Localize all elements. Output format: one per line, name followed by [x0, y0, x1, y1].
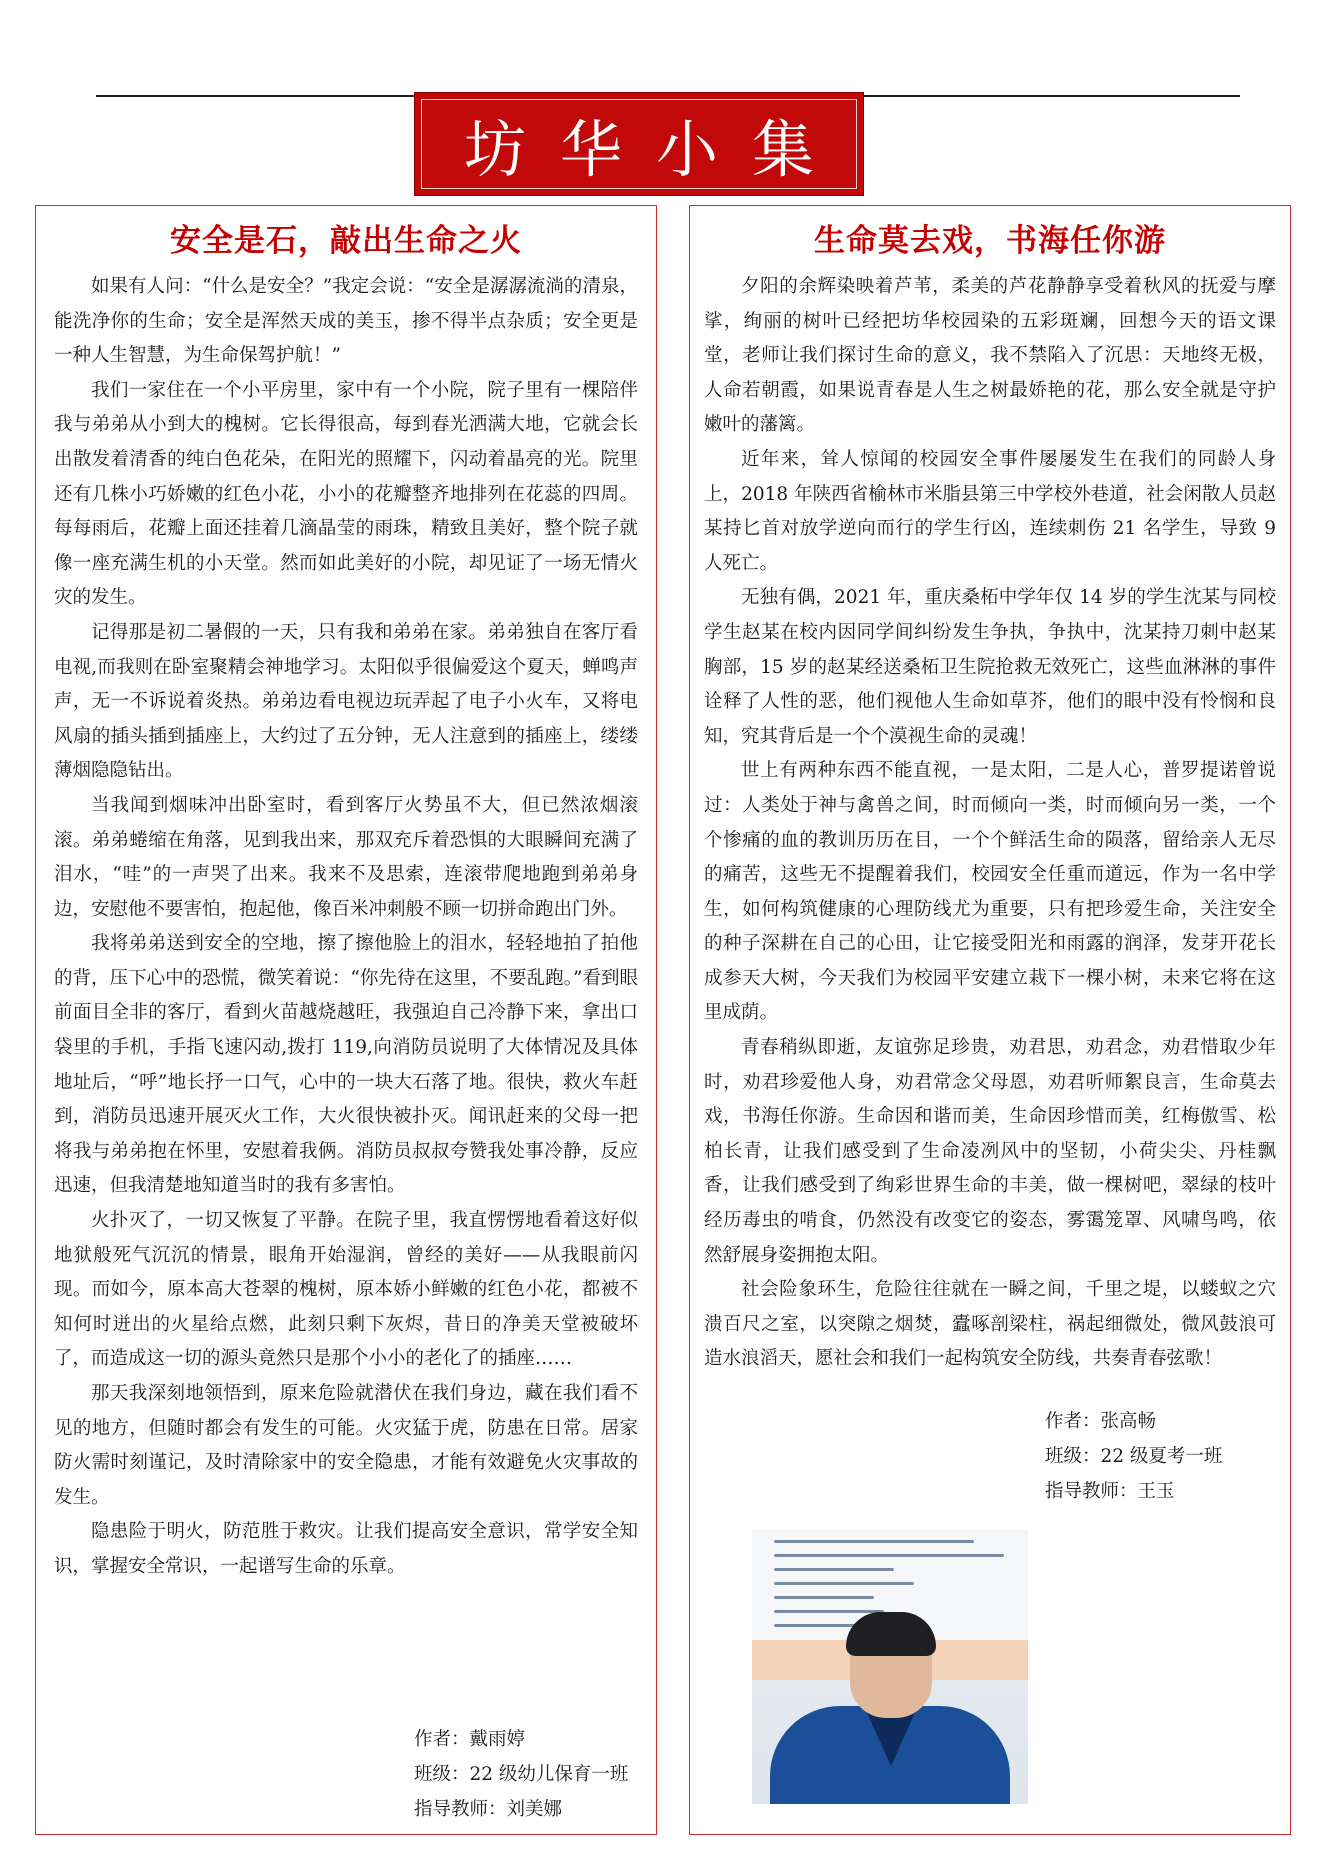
masthead-banner	[414, 92, 864, 196]
left-article-byline	[414, 1722, 628, 1827]
left-article	[35, 205, 657, 1835]
paragraph: 我将弟弟送到安全的空地，擦了擦他脸上的泪水，轻轻地拍了拍他的背，压下心中的恐慌，微笑着说：“你先待在这里，不要乱跑。”看到眼前面目全非的客厅，看到火苗越烧越旺，我强迫自己冷静下来，拿出口袋里的手机，手指飞速闪动,拨打 119,向消防员说明了大体情况及具体地址后，“呼”地长抒一口气，心中的一块大石落了地。很快，救火车赶到，消防员迅速开展灭火工作，大火很快被扑灭。闻讯赶来的父母一把将我与弟弟抱在怀里，安慰着我俩。消防员叔叔夸赞我处事冷静，反应迅速，但我清楚地知道当时的我有多害怕。	[54, 933, 638, 1197]
left-article-body	[36, 270, 656, 1585]
paragraph: 那天我深刻地领悟到，原来危险就潜伏在我们身边，藏在我们看不见的地方，但随时都会有发生的可能。火灾猛于虎，防患在日常。居家防火需时刻谨记，及时清除家中的安全隐患，才能有效避免火灾事故的发生。	[54, 1383, 638, 1508]
class-line: 班级：22 级幼儿保育一班	[414, 1764, 629, 1785]
author-line: 作者：张高畅	[1045, 1411, 1157, 1432]
class-line: 班级：22 级夏考一班	[1045, 1446, 1223, 1467]
header-rule-right	[864, 95, 1240, 97]
paragraph: 社会险象环生，危险往往就在一瞬之间，千里之堤，以蝼蚁之穴溃百尺之室，以突隙之烟焚，蠹啄剖梁柱，祸起细微处，微风鼓浪可造水浪滔天，愿社会和我们一起构筑安全防线，共奏青春弦歌！	[704, 1279, 1276, 1370]
paragraph: 我们一家住在一个小平房里，家中有一个小院，院子里有一棵陪伴我与弟弟从小到大的槐树。它长得很高，每到春光洒满大地，它就会长出散发着清香的纯白色花朵，在阳光的照耀下，闪动着晶亮的光。院里还有几株小巧娇嫩的红色小花，小小的花瓣整齐地排列在花蕊的四周。每每雨后，花瓣上面还挂着几滴晶莹的雨珠，精致且美好，整个院子就像一座充满生机的小天堂。然而如此美好的小院，却见证了一场无情火灾的发生。	[54, 379, 638, 609]
teacher-line: 指导教师：王玉	[1045, 1481, 1175, 1502]
paragraph: 无独有偶，2021 年，重庆桑柘中学年仅 14 岁的学生沈某与同校学生赵某在校内因同学间纠纷发生争执，争执中，沈某持刀刺中赵某胸部，15 岁的赵某经送桑柘卫生院抢救无效死亡，这些血淋淋的事件诠释了人性的恶，他们视他人生命如草芥，他们的眼中没有怜悯和良知，究其背后是一个个漠视生命的灵魂！	[704, 587, 1276, 747]
paragraph: 记得那是初二暑假的一天，只有我和弟弟在家。弟弟独自在客厅看电视,而我则在卧室聚精会神地学习。太阳似乎很偏爱这个夏天，蝉鸣声声，无一不诉说着炎热。弟弟边看电视边玩弄起了电子小火车，又将电风扇的插头插到插座上，大约过了五分钟，无人注意到的插座上，缕缕薄烟隐隐钻出。	[54, 621, 638, 782]
paragraph: 青春稍纵即逝，友谊弥足珍贵，劝君思，劝君念，劝君惜取少年时，劝君珍爱他人身，劝君常念父母恩，劝君听师絮良言，生命莫去戏，书海任你游。生命因和谐而美，生命因珍惜而美，红梅傲雪、松柏长青，让我们感受到了生命凌冽风中的坚韧，小荷尖尖、丹桂飘香，让我们感受到了绚彩世界生命的丰美，做一棵树吧，翠绿的枝叶经历毒虫的啃食，仍然没有改变它的姿态，雾霭笼罩、风啸鸟鸣，依然舒展身姿拥抱太阳。	[704, 1037, 1276, 1266]
masthead-title: 坊华小集	[463, 112, 848, 186]
paragraph: 近年来，耸人惊闻的校园安全事件屡屡发生在我们的同龄人身上，2018 年陕西省榆林市米脂县第三中学校外巷道，社会闲散人员赵某持匕首对放学逆向而行的学生行凶，连续刺伤 21 名学生，导致 9 人死亡。	[704, 448, 1276, 574]
paragraph: 火扑灭了，一切又恢复了平静。在院子里，我直愣愣地看着这好似地狱般死气沉沉的情景，眼角开始湿润，曾经的美好——从我眼前闪现。而如今，原本高大苍翠的槐树，原本娇小鲜嫩的红色小花，都被不知何时迸出的火星给点燃，此刻只剩下灰烬，昔日的净美天堂被破坏了，而造成这一切的源头竟然只是那个小小的老化了的插座……	[54, 1210, 638, 1370]
right-article-title: 生命莫去戏，书海任你游	[814, 223, 1166, 259]
right-article	[689, 205, 1291, 1835]
right-article-body	[690, 270, 1290, 1377]
photo-hair	[846, 1612, 936, 1656]
author-photo	[752, 1530, 1028, 1804]
author-line: 作者：戴雨婷	[414, 1729, 526, 1750]
paragraph: 隐患险于明火，防范胜于救灾。让我们提高安全意识，常学安全知识，掌握安全常识，一起谱写生命的乐章。	[54, 1521, 638, 1577]
header-rule-left	[96, 95, 414, 97]
right-article-byline	[1045, 1404, 1222, 1509]
teacher-line: 指导教师：刘美娜	[414, 1799, 563, 1820]
paragraph: 夕阳的余辉染映着芦苇，柔美的芦花静静享受着秋风的抚爱与摩挲，绚丽的树叶已经把坊华校园染的五彩斑斓，回想今天的语文课堂，老师让我们探讨生命的意义，我不禁陷入了沉思：天地终无极，人命若朝霞，如果说青春是人生之树最娇艳的花，那么安全就是守护嫩叶的藩篱。	[704, 276, 1276, 436]
paragraph: 世上有两种东西不能直视，一是太阳，二是人心，普罗提诺曾说过：人类处于神与禽兽之间，时而倾向一类，时而倾向另一类，一个个惨痛的血的教训历历在目，一个个鲜活生命的陨落，留给亲人无尽的痛苦，这些无不提醒着我们，校园安全任重而道远，作为一名中学生，如何构筑健康的心理防线尤为重要，只有把珍爱生命，关注安全的种子深耕在自己的心田，让它接受阳光和雨露的润泽，发芽开花长成参天大树，今天我们为校园平安建立栽下一棵小树，未来它将在这里成荫。	[704, 760, 1276, 1024]
paragraph: 当我闻到烟味冲出卧室时，看到客厅火势虽不大，但已然浓烟滚滚。弟弟蜷缩在角落，见到我出来，那双充斥着恐惧的大眼瞬间充满了泪水，“哇”的一声哭了出来。我来不及思索，连滚带爬地跑到弟弟身边，安慰他不要害怕，抱起他，像百米冲刺般不顾一切拼命跑出门外。	[54, 794, 638, 920]
paragraph: 如果有人问：“什么是安全？”我定会说：“安全是潺潺流淌的清泉，能洗净你的生命；安全是浑然天成的美玉，掺不得半点杂质；安全更是一种人生智慧，为生命保驾护航！”	[54, 276, 638, 367]
left-article-title: 安全是石，敲出生命之火	[170, 223, 522, 259]
